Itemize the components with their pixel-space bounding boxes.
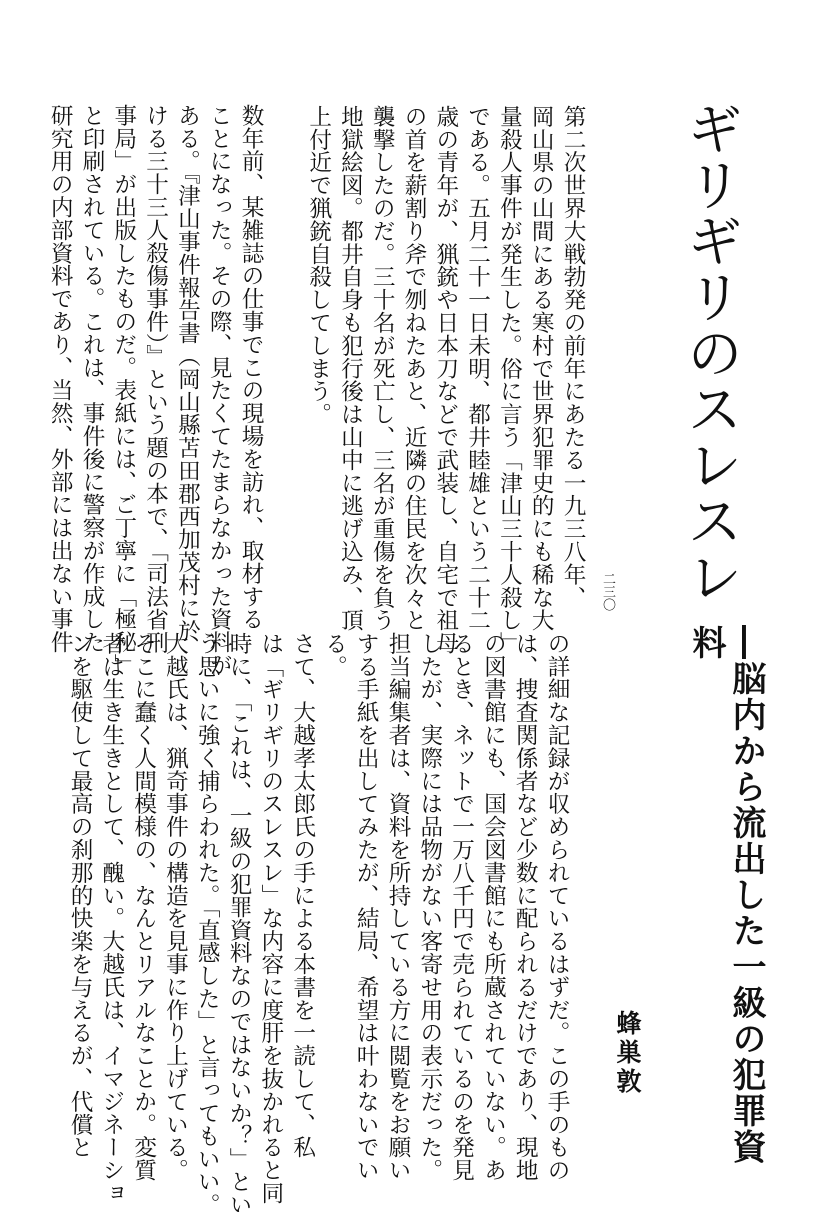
text-line: は「ギリギリのスレスレ」な内容に度肝を抜かれると同 <box>257 632 284 1205</box>
text-line: 上付近で猟銃自殺してしまう。 <box>305 105 332 426</box>
text-line: 第二次世界大戦勃発の前年にあたる一九三八年、 <box>560 105 586 609</box>
text-line: の図書館にも、国会図書館にも所蔵されていない。あ <box>480 632 507 1182</box>
text-line: ける三十三人殺傷事件）』という題の本で、「司法省刑 <box>142 104 169 654</box>
article-subtitle: ―脳内から流出した一級の犯罪資料 <box>686 625 766 1165</box>
text-line: 地獄絵図。都井自身も犯行後は山中に逃げ込み、頂 <box>337 105 364 632</box>
text-line: る。 <box>321 632 348 678</box>
text-line: と印刷されている。これは、事件後に警察が作成した <box>79 104 106 654</box>
text-line: したが、実際には品物がない客寄せ用の表示だった。 <box>416 632 443 1182</box>
text-line: 者は生き生きとして、醜い。大越氏は、イマジネーショ <box>98 632 125 1205</box>
text-line: 担当編集者は、資料を所持している方に閲覧をお願い <box>385 632 412 1182</box>
text-line: 研究用の内部資料であり、当然、外部には出ない事件 <box>47 104 74 654</box>
text-line: 岡山県の山間にある寒村で世界犯罪史的にも稀な大 <box>528 105 555 632</box>
text-line: 事局」が出版したものだ。表紙には、ご丁寧に「極秘」 <box>110 104 137 677</box>
text-line: るとき、ネットで一万八千円で売られているのを発見 <box>448 632 475 1182</box>
text-line: 量殺人事件が発生した。俗に言う「津山三十人殺し」 <box>496 105 523 655</box>
text-line: そこに蠢く人間模様の、なんとリアルなことか。変質 <box>130 632 157 1182</box>
text-line: の詳細な記録が収められているはずだ。この手のもの <box>544 632 570 1182</box>
text-line: は、捜査関係者など少数に配られるだけであり、現地 <box>512 632 539 1182</box>
article-title: ギリギリのスレスレ <box>678 100 743 604</box>
text-line: 大越氏は、猟奇事件の構造を見事に作り上げている。 <box>162 632 189 1182</box>
text-line: ンを駆使して最高の刹那的快楽を与えるが、代償と <box>67 632 94 1159</box>
body-text-upper <box>302 105 588 655</box>
text-line: 数年前、某雑誌の仕事でこの現場を訪れ、取材する <box>238 104 264 631</box>
text-line: である。五月二十一日未明、都井睦雄という二十二 <box>464 105 491 632</box>
text-line: ことになった。その際、見たくてたまらなかった資料が <box>206 104 233 677</box>
body-text-lower <box>63 632 572 1216</box>
text-line: 時に、「これは、一級の犯罪資料なのではないか？」とい <box>226 632 253 1216</box>
text-line: ある。『津山事件報告書（岡山縣苫田郡西加茂村に於 <box>174 104 201 643</box>
body-text-upper-left <box>43 104 266 677</box>
author-name: 蜂巣敦 <box>613 1010 642 1097</box>
text-line: 襲撃したのだ。三十名が死亡し、三名が重傷を負う <box>369 105 396 632</box>
text-line: の首を薪割り斧で刎ねたあと、近隣の住民を次々と <box>401 105 428 632</box>
page-number: 二三〇 <box>600 572 615 611</box>
text-line: 歳の青年が、猟銃や日本刀などで武装し、自宅で祖母 <box>432 105 459 655</box>
text-line: う思いに強く捕らわれた。「直感した」と言ってもいい。 <box>194 632 221 1216</box>
text-line: さて、大越孝太郎氏の手による本書を一読して、私 <box>289 632 316 1159</box>
text-line: する手紙を出してみたが、結局、希望は叶わないでい <box>353 632 380 1182</box>
